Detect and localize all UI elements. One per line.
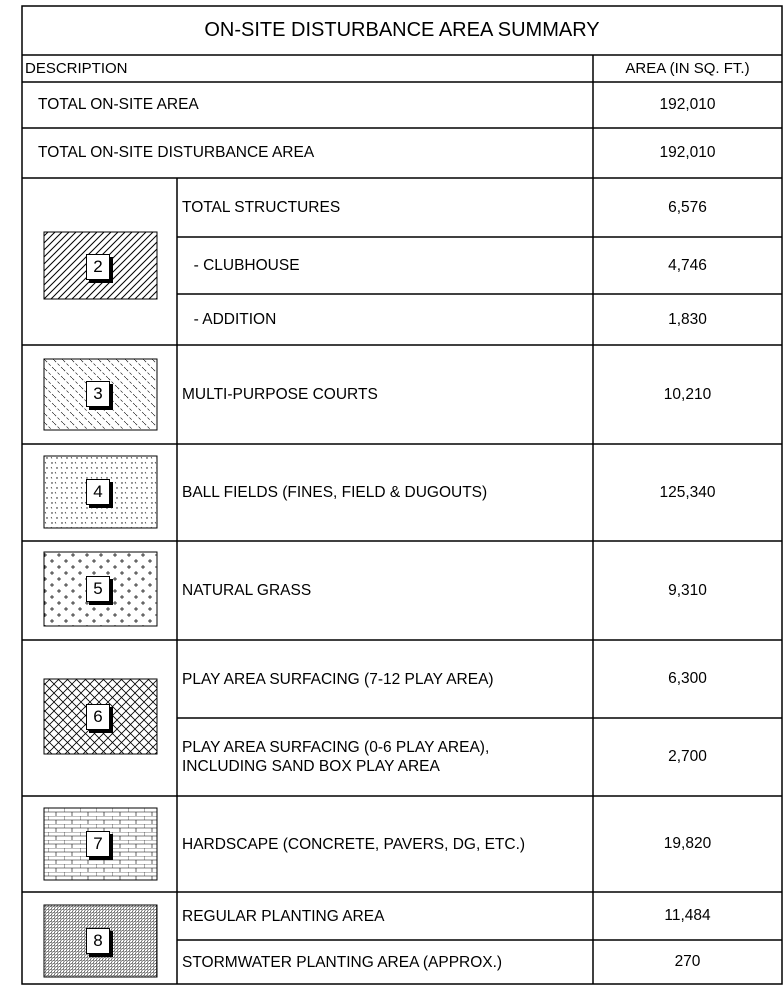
play-area-0-6-label	[177, 718, 593, 796]
multi-purpose-courts-value: 10,210	[663, 385, 712, 403]
natural-grass-label: NATURAL GRASS	[182, 582, 312, 599]
total-disturbance-area-value: 192,010	[659, 144, 716, 161]
addition-value: 1,830	[668, 310, 707, 328]
total-disturbance-area-label: TOTAL ON-SITE DISTURBANCE AREA	[38, 144, 315, 161]
total-structures-value: 6,576	[668, 198, 707, 216]
total-structures-label: TOTAL STRUCTURES	[182, 199, 341, 216]
hardscape-label: HARDSCAPE (CONCRETE, PAVERS, DG, ETC.)	[182, 835, 526, 853]
legend-key-2: 2	[86, 254, 110, 280]
legend-key-5: 5	[86, 576, 110, 602]
natural-grass-value: 9,310	[668, 581, 707, 599]
stormwater-planting-value: 270	[674, 953, 701, 970]
legend-key-3: 3	[86, 381, 110, 407]
total-site-area-label: TOTAL ON-SITE AREA	[38, 96, 199, 113]
ball-fields-label: BALL FIELDS (FINES, FIELD & DUGOUTS)	[182, 484, 488, 501]
regular-planting-value: 11,484	[664, 907, 711, 924]
legend-key-4: 4	[86, 479, 110, 505]
hardscape-value: 19,820	[663, 835, 712, 852]
table-title: ON-SITE DISTURBANCE AREA SUMMARY	[204, 19, 600, 41]
regular-planting-label: REGULAR PLANTING AREA	[182, 907, 385, 925]
multi-purpose-courts-label: MULTI-PURPOSE COURTS	[182, 386, 378, 403]
description-header: DESCRIPTION	[25, 60, 128, 77]
legend-key-8: 8	[86, 928, 110, 954]
stormwater-planting-label: STORMWATER PLANTING AREA (APPROX.)	[182, 953, 503, 971]
area-header: AREA (IN SQ. FT.)	[625, 60, 750, 77]
legend-key-7: 7	[86, 831, 110, 857]
clubhouse-label: - CLUBHOUSE	[185, 257, 300, 274]
play-area-0-6-line2: INCLUDING SAND BOX PLAY AREA	[182, 758, 440, 775]
play-area-7-12-value: 6,300	[668, 670, 707, 687]
addition-label: - ADDITION	[185, 311, 277, 328]
legend-key-6: 6	[86, 704, 110, 730]
play-area-0-6-line1: PLAY AREA SURFACING (0-6 PLAY AREA),	[182, 739, 490, 756]
ball-fields-value: 125,340	[659, 483, 716, 501]
play-area-7-12-label: PLAY AREA SURFACING (7-12 PLAY AREA)	[182, 670, 494, 688]
clubhouse-value: 4,746	[668, 256, 707, 274]
total-site-area-value: 192,010	[659, 96, 716, 113]
play-area-0-6-value: 2,700	[668, 748, 707, 765]
